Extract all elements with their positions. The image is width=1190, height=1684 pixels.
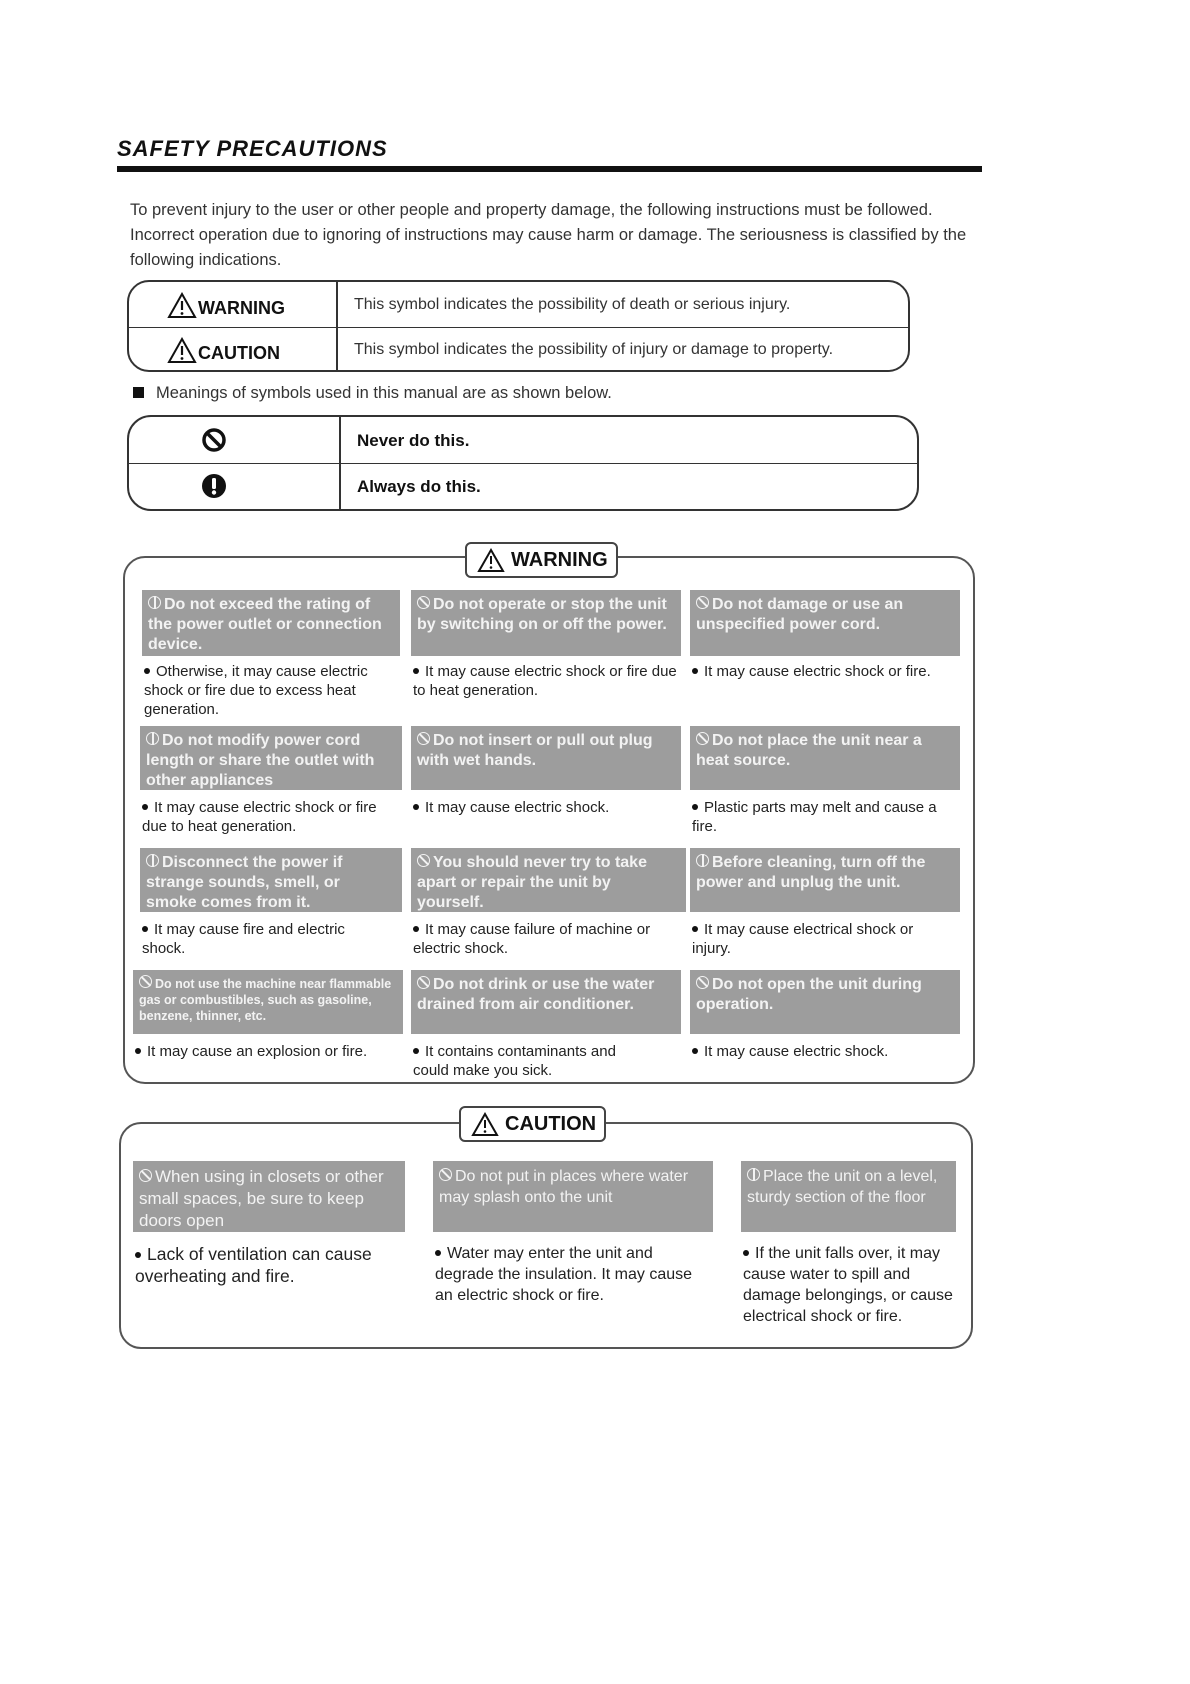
page-title: SAFETY PRECAUTIONS bbox=[117, 136, 388, 161]
severity-text-caution: This symbol indicates the possibility of injury or damage to property. bbox=[354, 341, 834, 358]
instruction-box bbox=[411, 726, 681, 790]
result-text bbox=[135, 1042, 410, 1061]
result-text-content: It may cause electric shock or fire due to heat generation. bbox=[413, 663, 677, 699]
warning-item bbox=[411, 726, 681, 836]
caution-item bbox=[433, 1161, 713, 1311]
warning-item bbox=[690, 970, 960, 1078]
bullet-icon bbox=[692, 804, 698, 810]
result-text-content: If the unit falls over, it may cause water to spill and damage belongings, or cause electrical shock or fire. bbox=[743, 1245, 953, 1325]
instruction-text: Do not open the unit during operation. bbox=[696, 976, 922, 1013]
severity-label-text: CAUTION bbox=[198, 343, 280, 363]
warning-item bbox=[411, 590, 681, 699]
caution-triangle-icon bbox=[167, 337, 197, 364]
title-rule bbox=[117, 166, 982, 172]
bullet-icon bbox=[435, 1250, 441, 1256]
result-text-content: It may cause electric shock or fire due to heat generation. bbox=[142, 799, 377, 835]
warning-item bbox=[411, 848, 686, 958]
instruction-text: Do not drink or use the water drained from air conditioner. bbox=[417, 976, 655, 1013]
instruction-text: Do not operate or stop the unit by switching on or off the power. bbox=[417, 596, 667, 633]
caution-item bbox=[133, 1161, 405, 1311]
result-text bbox=[142, 920, 392, 958]
result-text bbox=[413, 662, 683, 700]
instruction-text: Do not exceed the rating of the power outlet or connection device. bbox=[148, 596, 382, 653]
mandatory-icon bbox=[201, 473, 227, 499]
result-text bbox=[135, 1243, 407, 1287]
warning-item bbox=[133, 970, 403, 1078]
mandatory-icon bbox=[148, 596, 161, 609]
instruction-box bbox=[133, 970, 403, 1034]
warning-triangle-icon bbox=[167, 292, 197, 319]
instruction-box bbox=[411, 970, 681, 1034]
result-text-content: It may cause electric shock. bbox=[425, 799, 610, 816]
bullet-icon bbox=[692, 668, 698, 674]
instruction-text: When using in closets or other small spaces, be sure to keep doors open bbox=[139, 1167, 384, 1230]
result-text bbox=[692, 798, 962, 836]
prohibition-icon bbox=[696, 596, 709, 609]
bullet-icon bbox=[135, 1048, 141, 1054]
warning-item bbox=[690, 848, 960, 958]
symbol-text-never: Never do this. bbox=[357, 431, 470, 450]
instruction-text: Do not place the unit near a heat source. bbox=[696, 732, 922, 769]
instruction-box bbox=[140, 726, 402, 790]
instruction-text: Do not put in places where water may splash onto the unit bbox=[439, 1168, 689, 1206]
prohibition-icon bbox=[417, 976, 430, 989]
intro-paragraph: To prevent injury to the user or other people and property damage, the following instructions must be followed. Incorrect operation due to ignoring of instructions may cause harm or damage. The seriousness is classified by the following indications. bbox=[130, 201, 967, 269]
mandatory-icon bbox=[146, 732, 159, 745]
prohibition-icon bbox=[696, 976, 709, 989]
warning-triangle-icon bbox=[477, 548, 505, 573]
warning-header-label: WARNING bbox=[511, 548, 608, 571]
instruction-text: You should never try to take apart or repair the unit by yourself. bbox=[417, 854, 647, 911]
severity-text-warning: This symbol indicates the possibility of death or serious injury. bbox=[354, 296, 791, 313]
instruction-box bbox=[133, 1161, 405, 1232]
result-text-content: It may cause an explosion or fire. bbox=[147, 1043, 368, 1060]
result-text-content: Lack of ventilation can cause overheating and fire. bbox=[135, 1244, 372, 1286]
symbols-note bbox=[133, 384, 612, 403]
result-text bbox=[142, 798, 392, 836]
prohibition-icon bbox=[417, 596, 430, 609]
bullet-icon bbox=[692, 1048, 698, 1054]
severity-label-warning bbox=[167, 292, 285, 319]
severity-label-text: WARNING bbox=[198, 298, 285, 318]
severity-table bbox=[127, 280, 910, 372]
result-text-content: It contains contaminants and could make you sick. bbox=[413, 1043, 616, 1079]
warning-item bbox=[142, 590, 400, 718]
instruction-text: Do not damage or use an unspecified power cord. bbox=[696, 596, 904, 633]
bullet-icon bbox=[413, 668, 419, 674]
result-text-content: It may cause electric shock. bbox=[704, 1043, 889, 1060]
warning-item bbox=[690, 726, 960, 836]
instruction-text: Do not insert or pull out plug with wet hands. bbox=[417, 732, 653, 769]
bullet-icon bbox=[142, 926, 148, 932]
symbols-note-text: Meanings of symbols used in this manual are as shown below. bbox=[156, 384, 612, 402]
warning-item bbox=[140, 848, 402, 958]
prohibition-icon bbox=[201, 427, 227, 453]
result-text bbox=[413, 920, 668, 958]
prohibition-icon bbox=[439, 1168, 452, 1181]
square-bullet-icon bbox=[133, 387, 144, 398]
symbols-table bbox=[127, 415, 919, 511]
warning-item bbox=[411, 970, 681, 1078]
prohibition-icon bbox=[139, 975, 152, 988]
instruction-box bbox=[690, 590, 960, 656]
mandatory-icon bbox=[747, 1168, 760, 1181]
symbol-text-always: Always do this. bbox=[357, 477, 481, 496]
instruction-box bbox=[411, 848, 686, 912]
result-text bbox=[692, 920, 952, 958]
warning-item bbox=[690, 590, 960, 695]
warning-item bbox=[140, 726, 402, 836]
prohibition-icon bbox=[696, 732, 709, 745]
prohibition-icon bbox=[139, 1169, 152, 1182]
result-text bbox=[413, 798, 683, 817]
bullet-icon bbox=[692, 926, 698, 932]
caution-header-label: CAUTION bbox=[505, 1112, 597, 1135]
severity-label-caution bbox=[167, 337, 280, 364]
bullet-icon bbox=[413, 1048, 419, 1054]
result-text bbox=[692, 1042, 952, 1061]
bullet-icon bbox=[142, 804, 148, 810]
mandatory-icon bbox=[146, 854, 159, 867]
instruction-box bbox=[690, 970, 960, 1034]
result-text bbox=[144, 662, 400, 719]
result-text-content: It may cause electrical shock or injury. bbox=[692, 921, 914, 957]
instruction-box bbox=[142, 590, 400, 656]
result-text-content: It may cause electric shock or fire. bbox=[704, 663, 931, 680]
instruction-box bbox=[741, 1161, 956, 1232]
prohibition-icon bbox=[417, 732, 430, 745]
symbol-row-always bbox=[129, 463, 917, 509]
warning-section-header bbox=[465, 542, 618, 578]
bullet-icon bbox=[743, 1250, 749, 1256]
result-text bbox=[413, 1042, 653, 1080]
prohibition-icon bbox=[417, 854, 430, 867]
result-text bbox=[692, 662, 962, 681]
severity-row-caution bbox=[129, 327, 908, 372]
instruction-text: Before cleaning, turn off the power and unplug the unit. bbox=[696, 854, 926, 891]
bullet-icon bbox=[413, 926, 419, 932]
bullet-icon bbox=[144, 668, 150, 674]
instruction-text: Do not use the machine near flammable gas or combustibles, such as gasoline, benzene, thinner, etc. bbox=[139, 977, 392, 1023]
caution-section-header bbox=[459, 1106, 606, 1142]
instruction-text: Place the unit on a level, sturdy section of the floor bbox=[747, 1168, 938, 1206]
result-text bbox=[743, 1243, 971, 1327]
result-text-content: Water may enter the unit and degrade the insulation. It may cause an electric shock or fire. bbox=[435, 1245, 693, 1304]
instruction-text: Do not modify power cord length or share the outlet with other appliances bbox=[146, 732, 375, 789]
bullet-icon bbox=[413, 804, 419, 810]
bullet-icon bbox=[135, 1252, 141, 1258]
result-text bbox=[435, 1243, 700, 1306]
symbol-row-never bbox=[129, 417, 917, 464]
instruction-box bbox=[140, 848, 402, 912]
mandatory-icon bbox=[696, 854, 709, 867]
result-text-content: It may cause fire and electric shock. bbox=[142, 921, 345, 957]
caution-item bbox=[741, 1161, 956, 1351]
instruction-box bbox=[690, 848, 960, 912]
instruction-box bbox=[433, 1161, 713, 1232]
result-text-content: Plastic parts may melt and cause a fire. bbox=[692, 799, 937, 835]
result-text-content: Otherwise, it may cause electric shock or fire due to excess heat generation. bbox=[144, 663, 368, 718]
instruction-text: Disconnect the power if strange sounds, smell, or smoke comes from it. bbox=[146, 854, 343, 911]
instruction-box bbox=[411, 590, 681, 656]
caution-triangle-icon bbox=[471, 1112, 499, 1137]
instruction-box bbox=[690, 726, 960, 790]
result-text-content: It may cause failure of machine or electric shock. bbox=[413, 921, 651, 957]
severity-row-warning bbox=[129, 282, 908, 328]
